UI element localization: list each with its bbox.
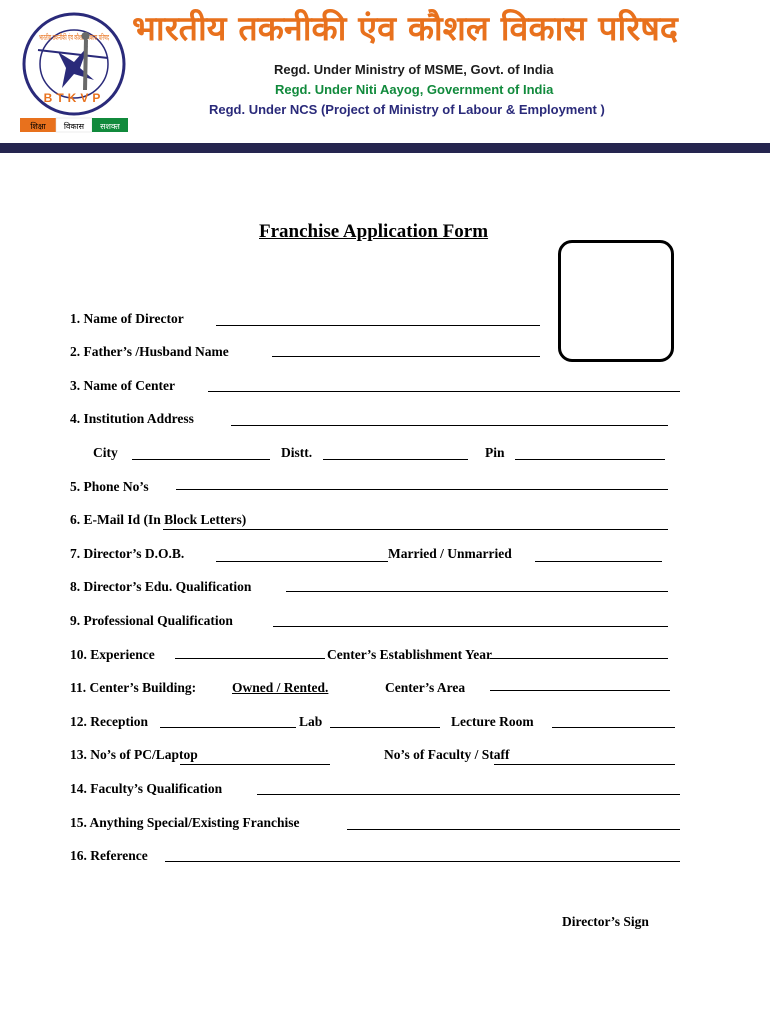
field-label-reception: 12. Reception bbox=[70, 714, 148, 729]
registration-msme: Regd. Under Ministry of MSME, Govt. of India bbox=[274, 62, 554, 77]
lab-line[interactable] bbox=[330, 727, 440, 728]
lecture-room-line[interactable] bbox=[552, 727, 675, 728]
logo-acronym: BTKVP bbox=[43, 91, 105, 105]
field-label-edu-qualification: 8. Director’s Edu. Qualification bbox=[70, 579, 252, 594]
faculty-staff-line[interactable] bbox=[494, 764, 675, 765]
field-label-distt: Distt. bbox=[281, 445, 313, 460]
logo-tagline-2: विकास bbox=[63, 122, 85, 131]
phone-line[interactable] bbox=[176, 489, 668, 490]
logo-tagline-1: शिक्षा bbox=[30, 122, 46, 131]
edu-qualification-line[interactable] bbox=[286, 591, 668, 592]
center-area-line[interactable] bbox=[490, 690, 670, 691]
field-label-center-name: 3. Name of Center bbox=[70, 378, 175, 393]
city-line[interactable] bbox=[132, 459, 270, 460]
header-divider bbox=[0, 143, 770, 153]
establishment-year-line[interactable] bbox=[490, 658, 668, 659]
center-name-line[interactable] bbox=[208, 391, 680, 392]
reference-line[interactable] bbox=[165, 861, 680, 862]
field-label-pc-laptop: 13. No’s of PC/Laptop bbox=[70, 747, 198, 762]
field-label-marital-status: Married / Unmarried bbox=[388, 546, 512, 561]
field-label-institution-address: 4. Institution Address bbox=[70, 411, 194, 426]
directors-sign-label: Director’s Sign bbox=[562, 914, 649, 929]
director-name-line[interactable] bbox=[216, 325, 540, 326]
special-franchise-line[interactable] bbox=[347, 829, 680, 830]
field-label-phone: 5. Phone No’s bbox=[70, 479, 149, 494]
field-label-father-husband-name: 2. Father’s /Husband Name bbox=[70, 344, 229, 359]
email-line[interactable] bbox=[163, 529, 668, 530]
field-label-email: 6. E-Mail Id (In Block Letters) bbox=[70, 512, 247, 527]
organization-title-hindi: भारतीय तकनीकी एंव कौशल विकास परिषद bbox=[132, 9, 678, 49]
field-label-professional-qualification: 9. Professional Qualification bbox=[70, 613, 233, 628]
experience-line[interactable] bbox=[175, 658, 325, 659]
registration-niti-aayog: Regd. Under Niti Aayog, Government of India bbox=[275, 82, 554, 97]
marital-status-line[interactable] bbox=[535, 561, 662, 562]
field-label-reference: 16. Reference bbox=[70, 848, 148, 863]
professional-qualification-line[interactable] bbox=[273, 626, 668, 627]
pin-line[interactable] bbox=[515, 459, 665, 460]
field-label-center-area: Center’s Area bbox=[385, 680, 466, 695]
reception-line[interactable] bbox=[160, 727, 296, 728]
institution-address-line[interactable] bbox=[231, 425, 668, 426]
field-label-establishment-year: Center’s Establishment Year bbox=[327, 647, 492, 662]
owned-rented-option[interactable]: Owned / Rented. bbox=[232, 680, 329, 695]
field-label-lecture-room: Lecture Room bbox=[451, 714, 534, 729]
field-label-experience: 10. Experience bbox=[70, 647, 155, 662]
field-label-lab: Lab bbox=[299, 714, 323, 729]
pc-laptop-line[interactable] bbox=[180, 764, 330, 765]
field-label-director-name: 1. Name of Director bbox=[70, 311, 184, 326]
field-label-faculty-qualification: 14. Faculty’s Qualification bbox=[70, 781, 223, 796]
photo-box[interactable] bbox=[558, 240, 674, 362]
field-label-pin: Pin bbox=[485, 445, 505, 460]
logo-ring-text: भारतीय तकनीकी एंव कौशल विकास परिषद bbox=[39, 33, 167, 42]
field-label-director-dob: 7. Director’s D.O.B. bbox=[70, 546, 185, 561]
field-label-special-franchise: 15. Anything Special/Existing Franchise bbox=[70, 815, 300, 830]
distt-line[interactable] bbox=[323, 459, 468, 460]
field-label-center-building: 11. Center’s Building: bbox=[70, 680, 197, 695]
father-husband-name-line[interactable] bbox=[272, 356, 540, 357]
btkvp-logo bbox=[18, 10, 167, 138]
faculty-qualification-line[interactable] bbox=[257, 794, 680, 795]
logo-tagline-3: सशक्त bbox=[100, 122, 120, 131]
registration-ncs: Regd. Under NCS (Project of Ministry of Labour & Employment ) bbox=[209, 102, 605, 117]
director-dob-line[interactable] bbox=[216, 561, 388, 562]
form-title: Franchise Application Form bbox=[259, 221, 489, 242]
field-label-faculty-staff: No’s of Faculty / Staff bbox=[384, 747, 510, 762]
field-label-city: City bbox=[93, 445, 118, 460]
